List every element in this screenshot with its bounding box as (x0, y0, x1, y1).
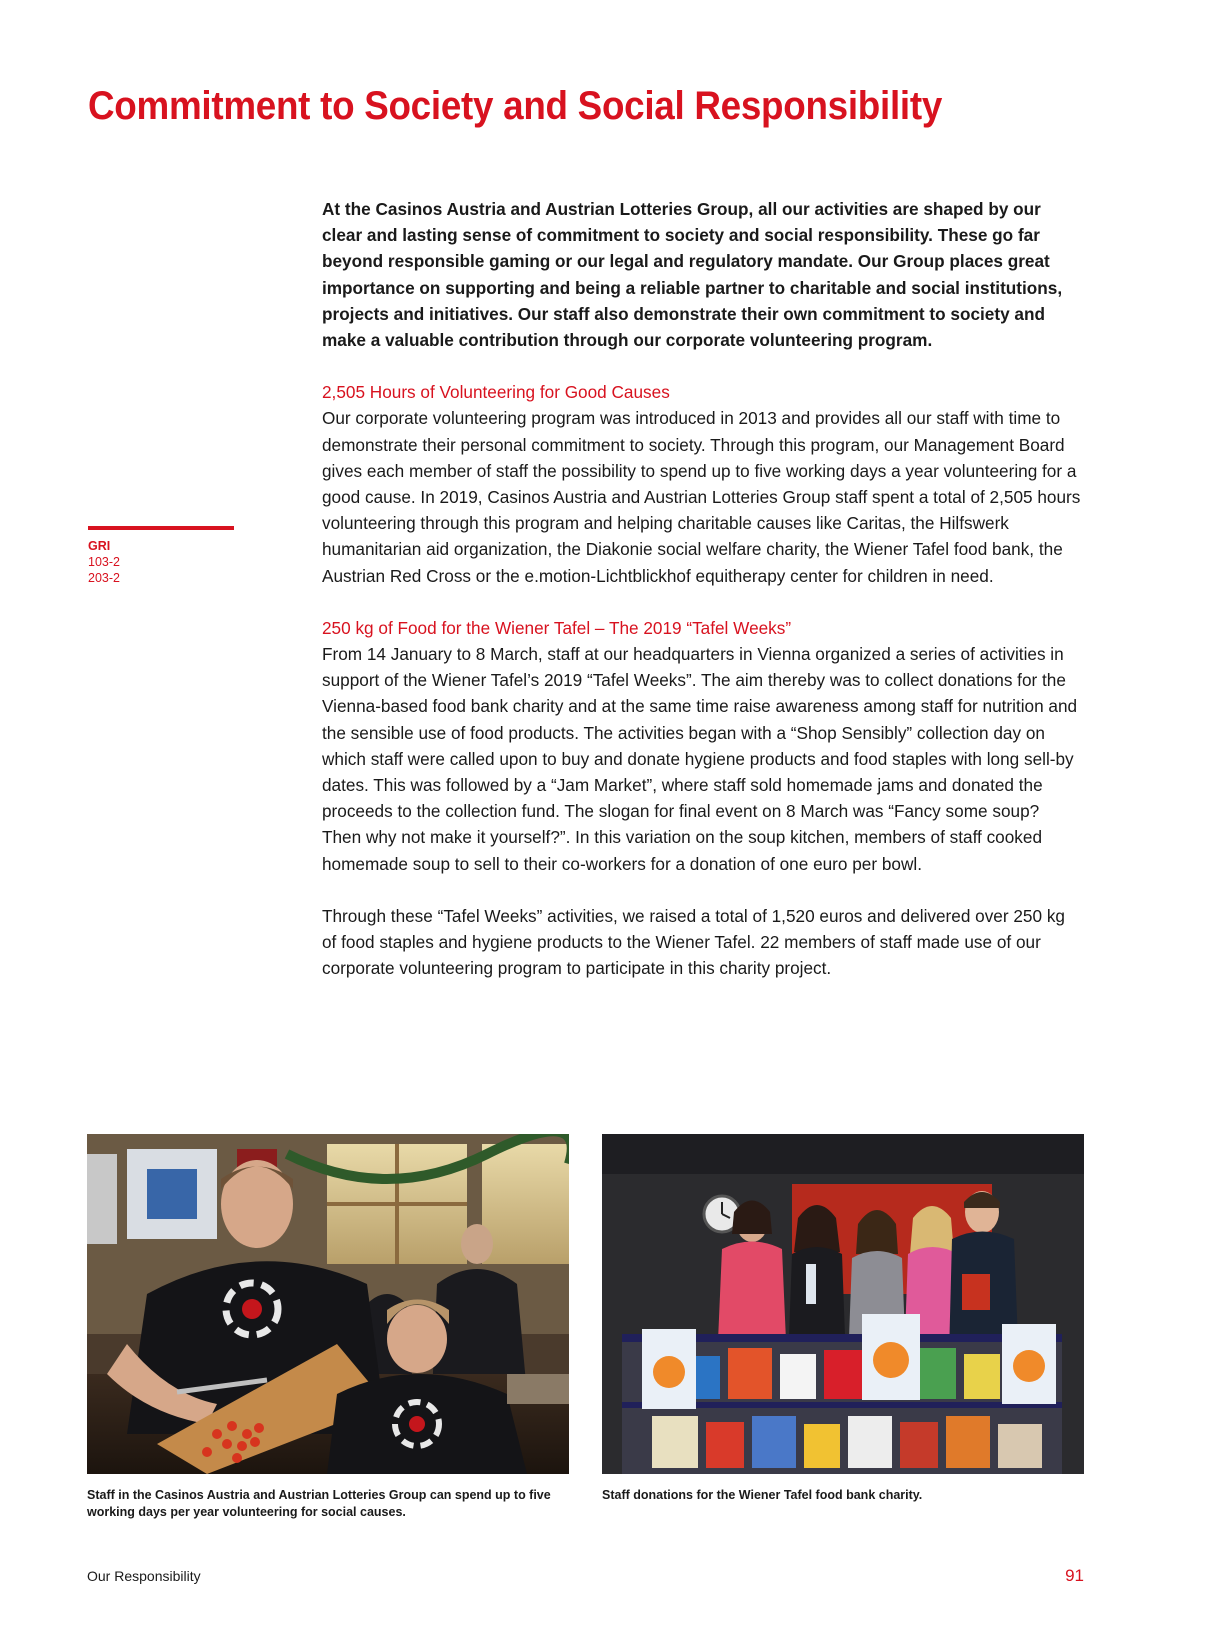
gri-code: 103-2 (88, 555, 120, 569)
gri-label: GRI (88, 539, 111, 553)
section-volunteering (322, 379, 1082, 589)
photo-caption: Staff in the Casinos Austria and Austrian Lotteries Group can spend up to five working days per year volunteering for social causes. (87, 1488, 551, 1519)
sidebar-rule (88, 526, 234, 530)
section-tafel-weeks (322, 615, 1082, 982)
main-content (322, 196, 1082, 981)
intro-paragraph: At the Casinos Austria and Austrian Lotteries Group, all our activities are shaped by our clear and lasting sense of commitment to society and social responsibility. These go far beyond responsible gaming or our legal and regulatory mandate. Our Group places great importance on supporting and being a reliable partner to charitable and social institutions, projects and initiatives. Our staff also demonstrate their own commitment to society and make a valuable contribution through our corporate volunteering program. (322, 199, 1063, 351)
footer-section-label: Our Responsibility (87, 1568, 201, 1584)
photo-caption: Staff donations for the Wiener Tafel food bank charity. (602, 1488, 923, 1502)
page-number: 91 (1065, 1566, 1084, 1585)
section-heading: 250 kg of Food for the Wiener Tafel – The 2019 “Tafel Weeks” (322, 617, 792, 638)
gri-reference (88, 538, 120, 586)
page-title: Commitment to Society and Social Responsibility (88, 84, 943, 128)
section-paragraph: From 14 January to 8 March, staff at our headquarters in Vienna organized a series of activities in support of the Wiener Tafel’s 2019 “Tafel Weeks”. The aim thereby was to collect donations for the Vienna-based food bank charity and at the same time raise awareness among staff for nutrition and the sensible use of food products. The activities began with a “Shop Sensibly” collection day on which staff were called upon to buy and donate hygiene products and food staples with long sell-by dates. This was followed by a “Jam Market”, where staff sold homemade jams and donated the proceeds to the collection fund. The slogan for final event on 8 March was “Fancy some soup? Then why not make it yourself?”. In this variation on the soup kitchen, members of staff cooked homemade soup to sell to their co-workers for a donation of one euro per bowl. (322, 644, 1078, 874)
photo-volunteers-cooking (87, 1134, 569, 1474)
section-heading: 2,505 Hours of Volunteering for Good Causes (322, 382, 670, 403)
section-paragraph: Through these “Tafel Weeks” activities, we raised a total of 1,520 euros and delivered over 250 kg of food staples and hygiene products to the Wiener Tafel. 22 members of staff made use of our corporate volunteering program to participate in this charity project. (322, 905, 1065, 979)
gri-code: 203-2 (88, 571, 120, 585)
photo-staff-donations (602, 1134, 1084, 1474)
section-paragraph: Our corporate volunteering program was introduced in 2013 and provides all our staff with time to demonstrate their personal commitment to society. Through this program, our Management Board gives each member of staff the possibility to spend up to five working days a year volunteering for a good cause. In 2019, Casinos Austria and Austrian Lotteries Group staff spent a total of 2,505 hours volunteering through this program and helping charitable causes like Caritas, the Hilfswerk humanitarian aid organization, the Diakonie social welfare charity, the Wiener Tafel food bank, the Austrian Red Cross or the e.motion-Lichtblickhof equitherapy center for children in need. (322, 408, 1081, 586)
